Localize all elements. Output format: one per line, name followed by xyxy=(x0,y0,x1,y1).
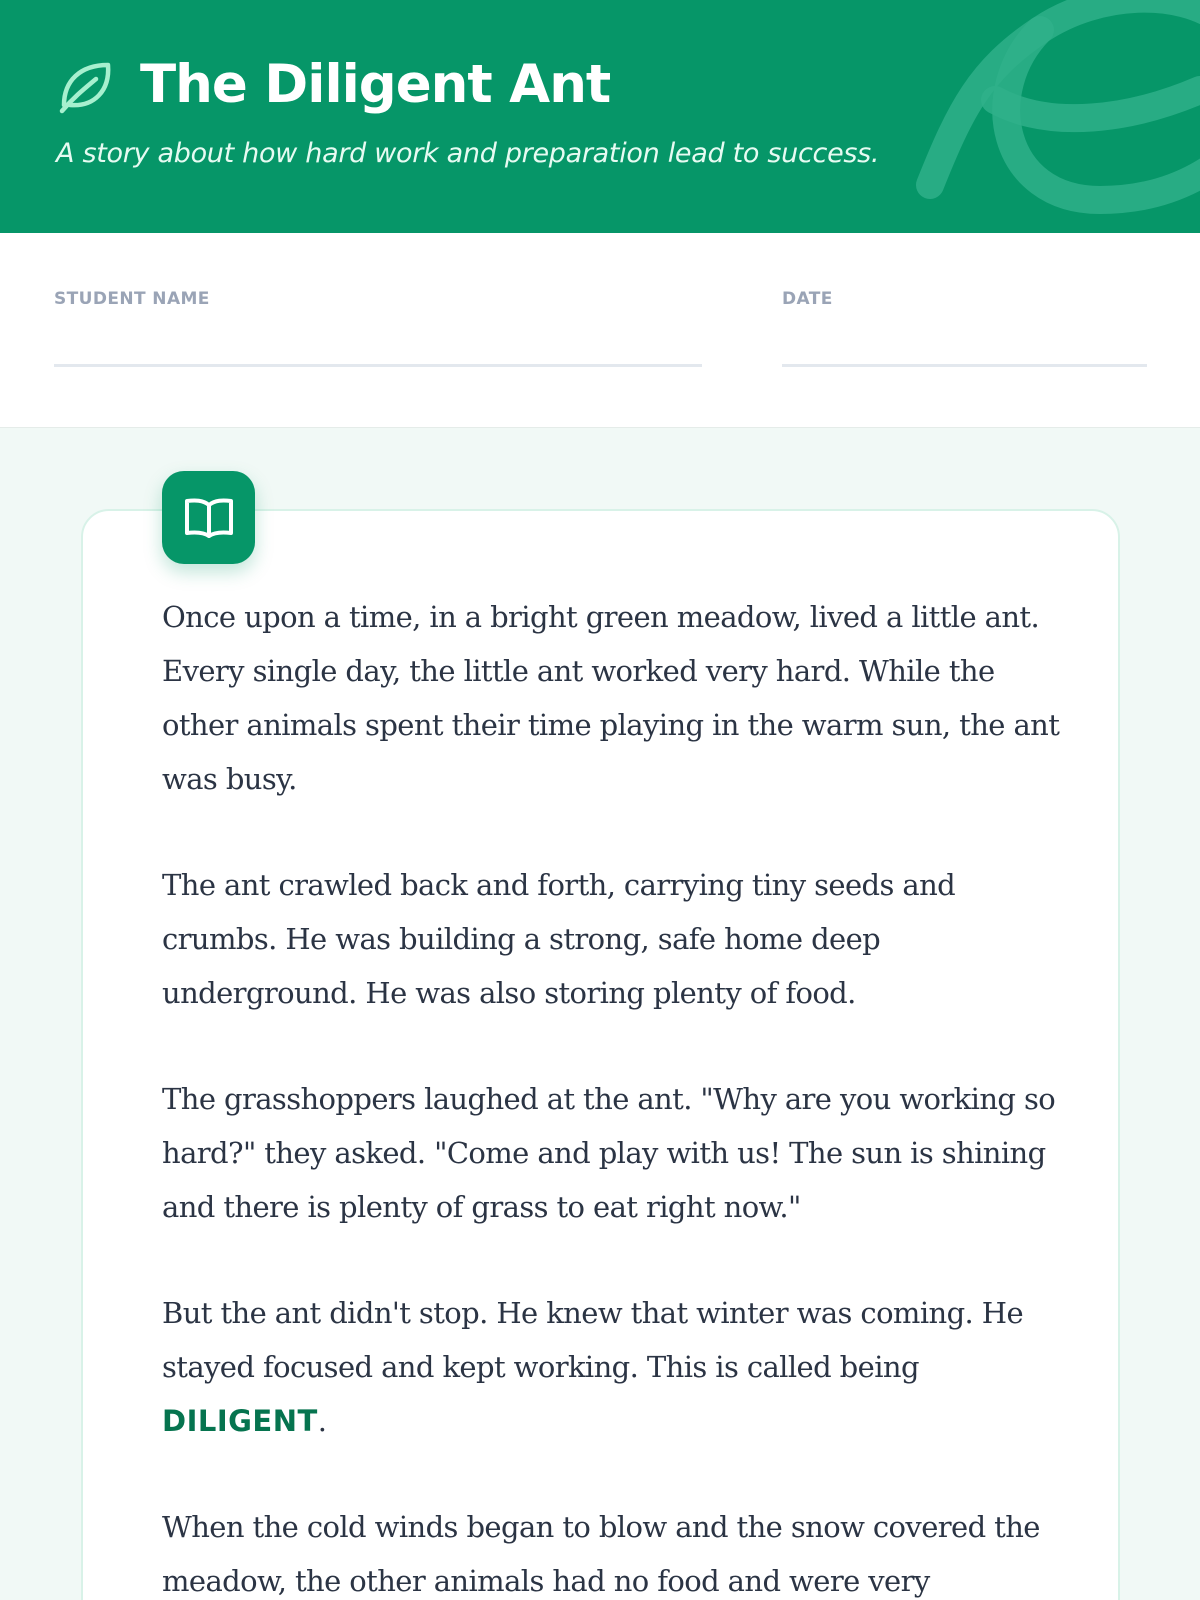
leaf-outline-icon xyxy=(900,0,1200,233)
page-title: The Diligent Ant xyxy=(140,54,611,115)
book-badge xyxy=(162,471,255,564)
story-header xyxy=(0,0,1200,233)
story-paragraph: Once upon a time, in a bright green meadow, lived a little ant. Every single day, the little ant worked very hard. While the other animals spent their time playing in the warm sun, the ant was busy. xyxy=(162,600,1060,796)
title-row xyxy=(54,50,610,120)
story-paragraph-text: But the ant didn't stop. He knew that winter was coming. He stayed focused and kept working. This is called being xyxy=(162,1296,1024,1384)
date-label: DATE xyxy=(782,289,833,309)
date-field xyxy=(782,289,1147,367)
keyword-punctuation: . xyxy=(317,1404,327,1438)
story-paragraph: The grasshoppers laughed at the ant. "Why are you working so hard?" they asked. "Come and play with us! The sun is shining and there is plenty of grass to eat right now." xyxy=(162,1082,1056,1224)
leaf-icon xyxy=(54,53,118,117)
vocabulary-keyword: DILIGENT xyxy=(162,1404,318,1438)
story-paragraph: When the cold winds began to blow and the snow covered the meadow, the other animals had no food and were very xyxy=(162,1510,1040,1598)
student-name-field xyxy=(54,289,702,367)
story-paragraph xyxy=(162,1286,1062,1448)
story-text xyxy=(162,590,1062,1600)
student-info-bar xyxy=(0,233,1200,428)
story-paragraph: The ant crawled back and forth, carrying tiny seeds and crumbs. He was building a strong, safe home deep underground. He was also storing plenty of food. xyxy=(162,868,956,1010)
student-name-input[interactable] xyxy=(54,319,702,367)
student-name-label: STUDENT NAME xyxy=(54,289,210,309)
page-subtitle: A story about how hard work and preparation lead to success. xyxy=(56,138,880,169)
open-book-icon xyxy=(183,495,235,541)
date-input[interactable] xyxy=(782,319,1147,367)
